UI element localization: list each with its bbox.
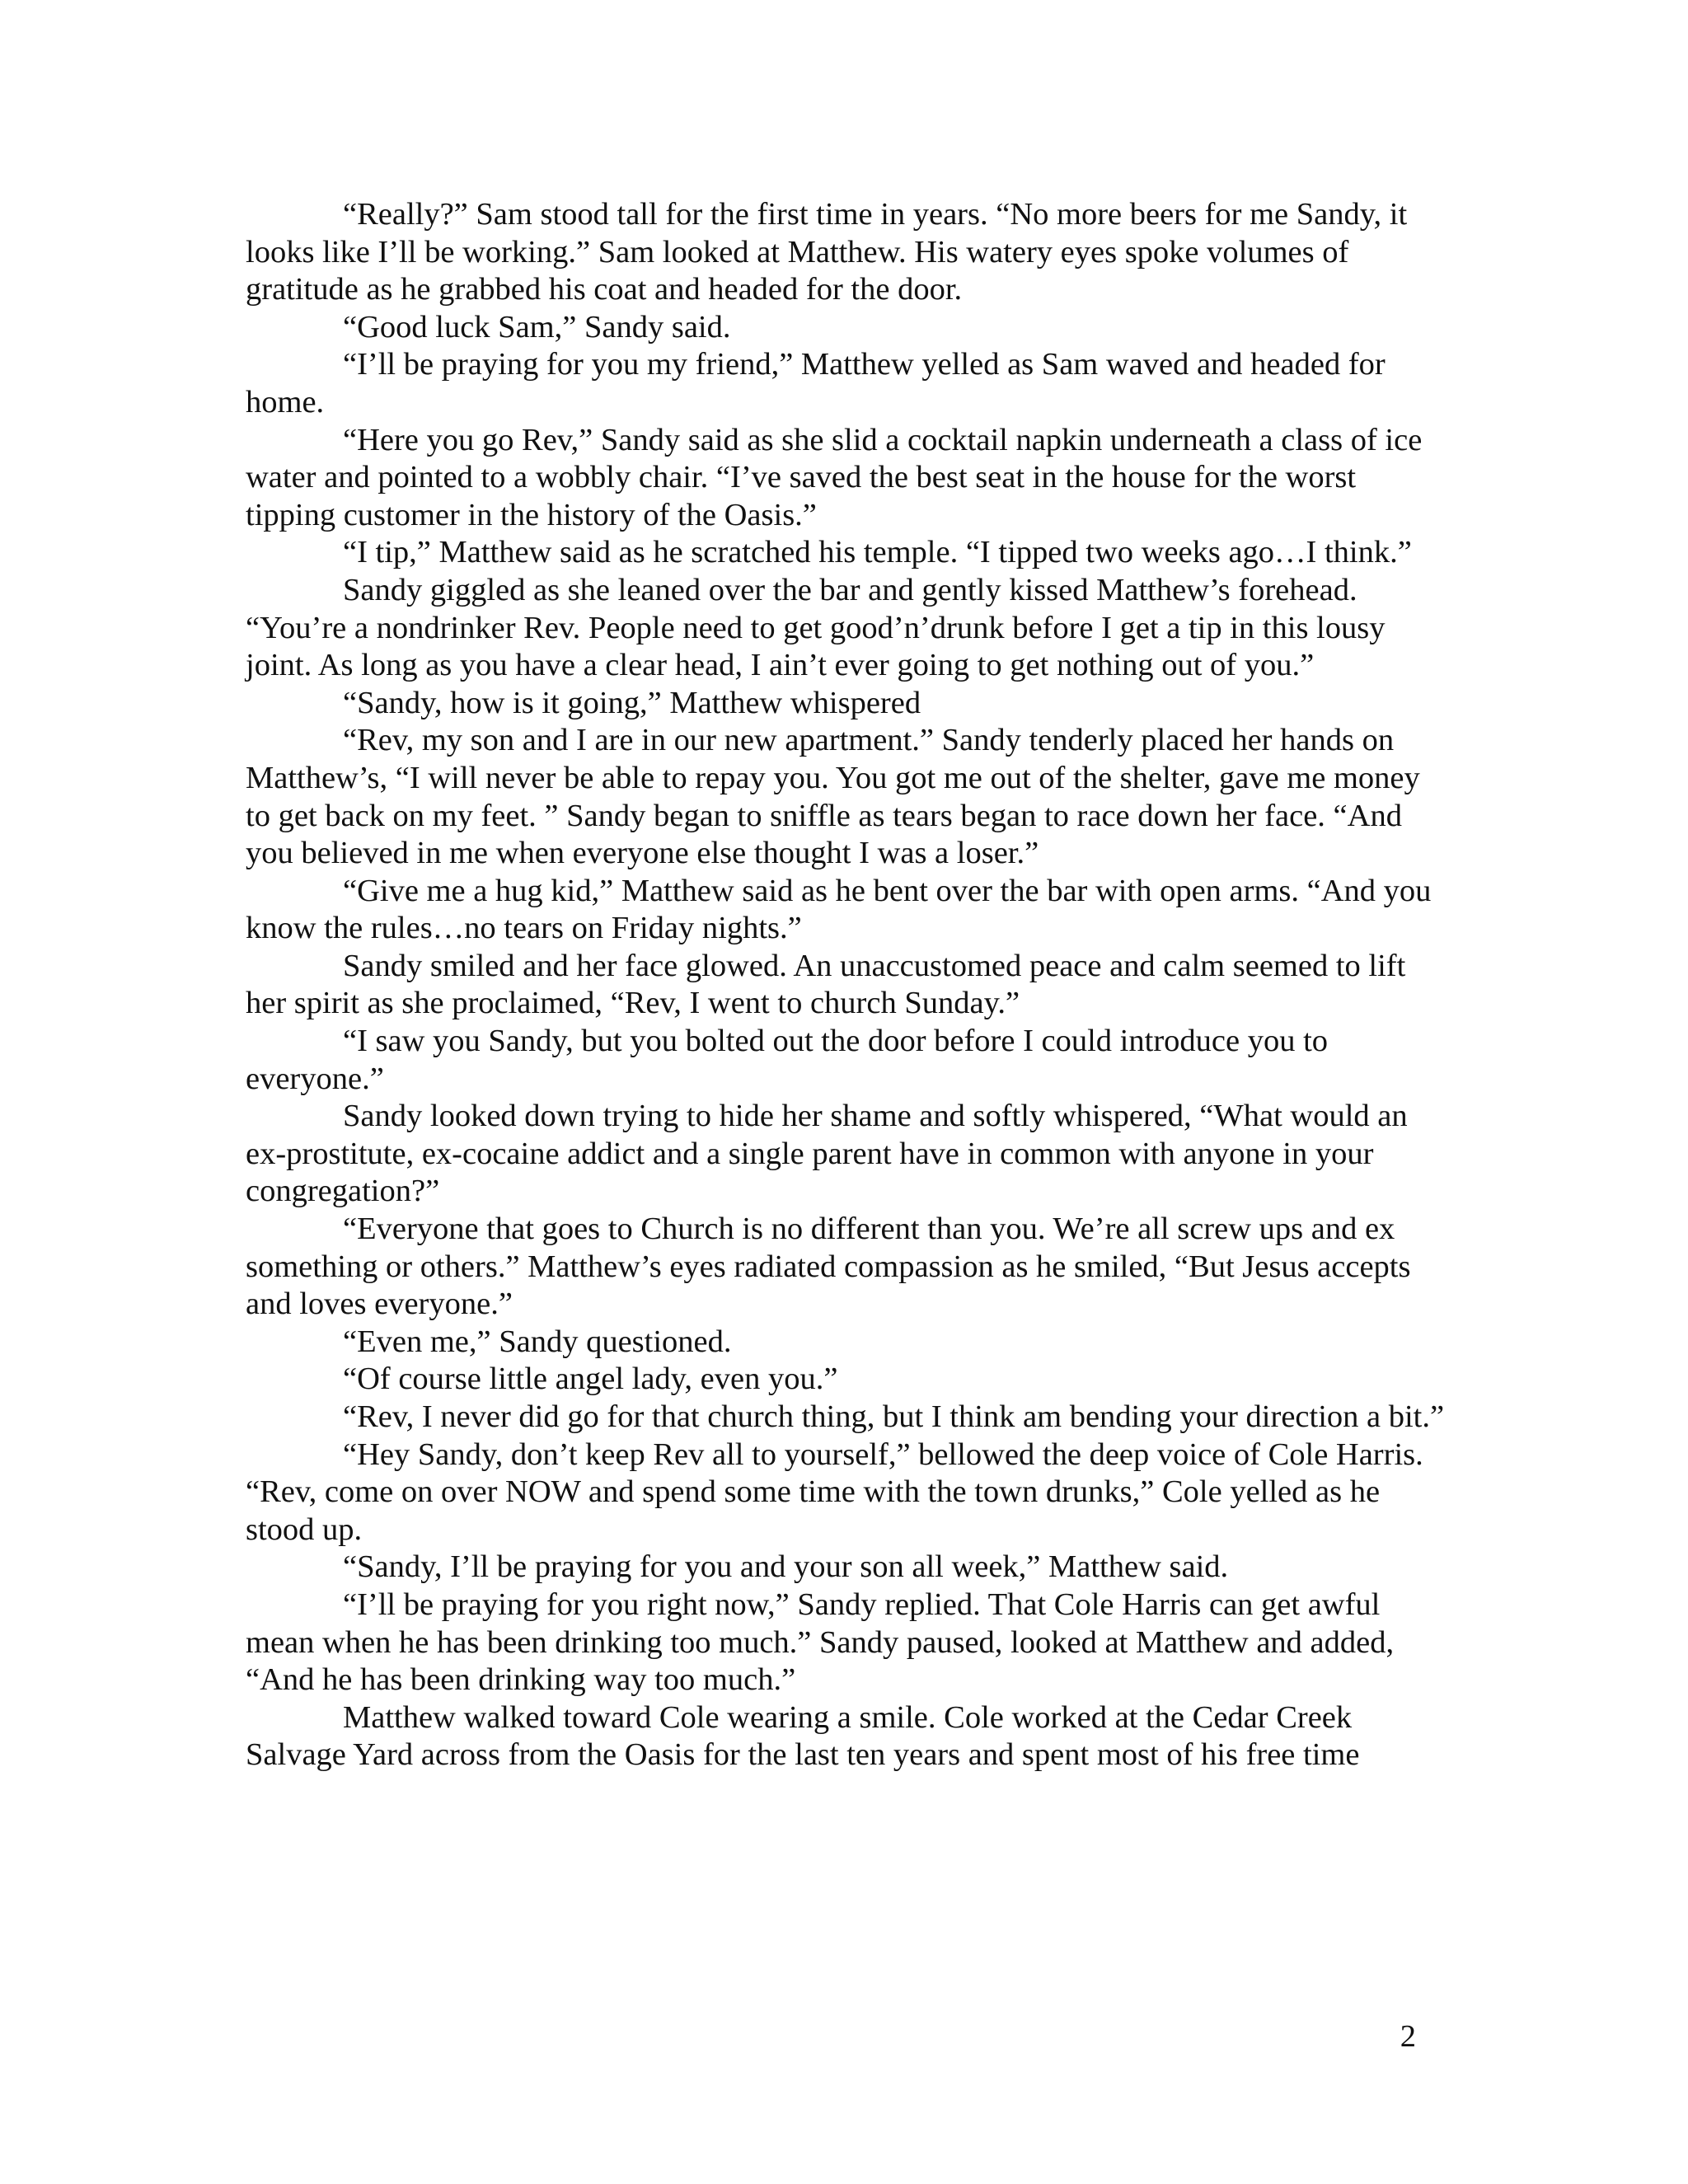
paragraph: Matthew walked toward Cole wearing a smile. Cole worked at the Cedar Creek Salvage Yard across from the Oasis for the last ten years and spent most of his free time (246, 1699, 1360, 1773)
paragraph: Sandy looked down trying to hide her shame and softly whispered, “What would an ex-prostitute, ex-cocaine addict and a single parent have in common with anyone in your congregation?” (246, 1099, 1408, 1209)
paragraph: “Good luck Sam,” Sandy said. (343, 309, 731, 344)
paragraph: “I’ll be praying for you my friend,” Matthew yelled as Sam waved and headed for home. (246, 347, 1386, 419)
paragraph: “Of course little angel lady, even you.” (343, 1361, 838, 1397)
paragraph: “Sandy, how is it going,” Matthew whispered (343, 685, 921, 720)
paragraph: Sandy smiled and her face glowed. An unaccustomed peace and calm seemed to lift her spirit as she proclaimed, “Rev, I went to church Sunday.” (246, 948, 1406, 1021)
paragraph: “Everyone that goes to Church is no different than you. We’re all screw ups and ex something or others.” Matthew’s eyes radiated compassion as he smiled, “But Jesus accepts and loves everyone.” (246, 1212, 1411, 1322)
paragraph: “Hey Sandy, don’t keep Rev all to yourself,” bellowed the deep voice of Cole Harris. “Rev, come on over NOW and spend some time with the town drunks,” Cole yelled as he stood up. (246, 1436, 1423, 1547)
paragraph: “Rev, I never did go for that church thing, but I think am bending your direction a bit.” (343, 1399, 1445, 1434)
page-number: 2 (1400, 2019, 1416, 2054)
paragraph: “Give me a hug kid,” Matthew said as he bent over the bar with open arms. “And you know the rules…no tears on Friday nights.” (246, 873, 1432, 946)
paragraph: “I’ll be praying for you right now,” Sandy replied. That Cole Harris can get awful mean when he has been drinking too much.” Sandy paused, looked at Matthew and added, “And he has been drinking way too much.” (246, 1586, 1395, 1698)
manuscript-body (246, 196, 1449, 1774)
paragraph: Sandy giggled as she leaned over the bar and gently kissed Matthew’s forehead. “You’re a nondrinker Rev. People need to get good’n’drunk before I get a tip in this lousy joint. As long as you have a clear head, I ain’t ever going to get nothing out of you.” (246, 572, 1386, 683)
paragraph: “Really?” Sam stood tall for the first time in years. “No more beers for me Sandy, it looks like I’ll be working.” Sam looked at Matthew. His watery eyes spoke volumes of gratitude as he grabbed his coat and headed for the door. (246, 197, 1408, 307)
paragraph: “I saw you Sandy, but you bolted out the door before I could introduce you to everyone.” (246, 1024, 1329, 1096)
paragraph: “Rev, my son and I are in our new apartment.” Sandy tenderly placed her hands on Matthew’s, “I will never be able to repay you. You got me out of the shelter, gave me money to get back on my feet. ” Sandy began to sniffle as tears began to race down her face. “And you believed in me when everyone else thought I was a loser.” (246, 723, 1420, 871)
paragraph: “Sandy, I’ll be praying for you and your son all week,” Matthew said. (343, 1549, 1229, 1585)
paragraph: “I tip,” Matthew said as he scratched his temple. “I tipped two weeks ago…I think.” (343, 535, 1412, 570)
paragraph: “Even me,” Sandy questioned. (343, 1324, 732, 1359)
paragraph: “Here you go Rev,” Sandy said as she slid a cocktail napkin underneath a class of ice water and pointed to a wobbly chair. “I’ve saved the best seat in the house for the worst tipping customer in the history of the Oasis.” (246, 422, 1423, 532)
